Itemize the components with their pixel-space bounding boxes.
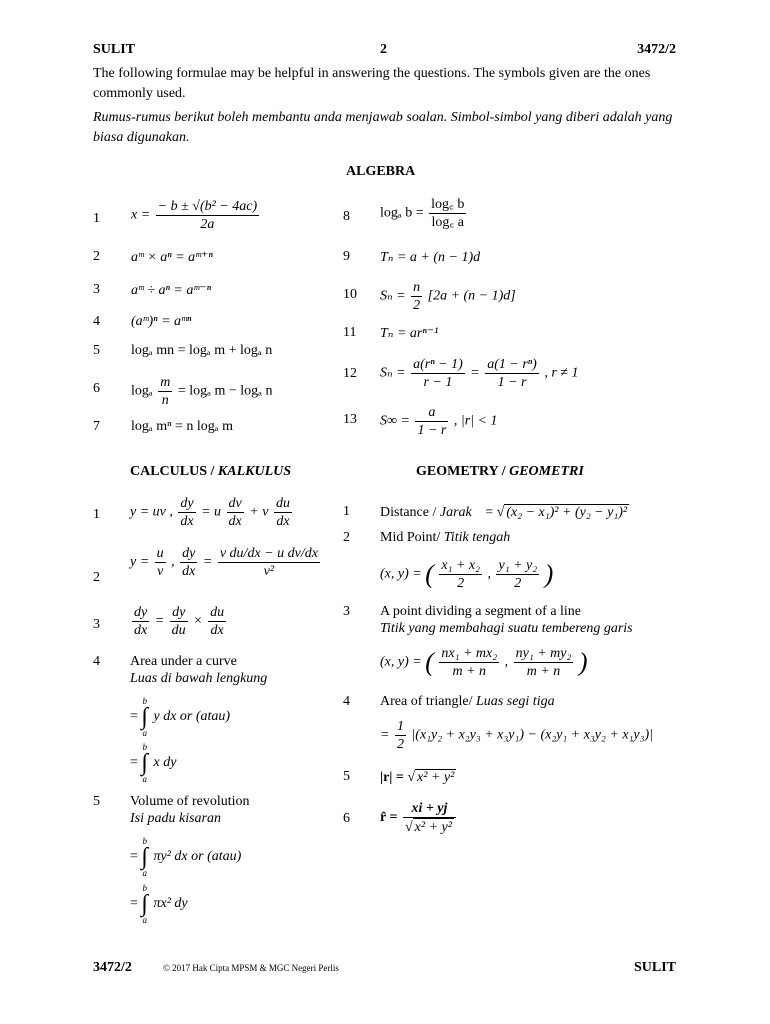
geometry-number: 2 (343, 530, 350, 545)
algebra-number: 11 (343, 325, 357, 340)
algebra-number: 12 (343, 366, 357, 381)
geometry-heading: GEOMETRY / GEOMETRI (416, 464, 584, 479)
formula-unit-vector: r̂ = $\frac{xi + yj}{\text{√ x² + y²}}$ (380, 800, 458, 836)
formula-gp-infinity: S∞ = $\frac{a}{1 - r}$ , |r| < 1 (380, 405, 498, 438)
volume-revolution-label: Volume of revolution (130, 794, 250, 809)
formula-log-quotient: logₐ $\frac{m}{n}$ = logₐ m − logₐ n (131, 375, 273, 408)
footer-copyright: © 2017 Hak Cipta MPSM & MGC Negeri Perlis (163, 963, 339, 973)
calculus-number: 4 (93, 654, 100, 669)
formula-log-product: logₐ mn = logₐ m + logₐ n (131, 343, 273, 358)
formula-index-power: (aᵐ)ⁿ = aᵐⁿ (131, 314, 192, 329)
calculus-number: 3 (93, 617, 100, 632)
square-root-icon: √ (496, 505, 505, 520)
geometry-number: 1 (343, 504, 350, 519)
footer-paper-code: 3472/2 (93, 960, 132, 975)
formula-area-y: = b ∫ a y dx or (atau) (130, 696, 231, 738)
intro-malay: Rumus-rumus berikut boleh membantu anda menjawab soalan. Simbol-simbol yang diberi adalah yang biasa digunakan. (93, 110, 673, 145)
algebra-number: 1 (93, 211, 100, 226)
square-root-icon: √ (407, 770, 416, 785)
area-under-curve-label: Area under a curve (130, 654, 237, 669)
algebra-number: 13 (343, 412, 357, 427)
intro-english: The following formulae may be helpful in answering the questions. The symbols given are the ones commonly used. (93, 66, 651, 101)
calculus-number: 5 (93, 794, 100, 809)
formula-index-divide: aᵐ ÷ aⁿ = aᵐ⁻ⁿ (131, 283, 212, 298)
calculus-number: 1 (93, 507, 100, 522)
page-number: 2 (380, 42, 387, 57)
formula-area-x: = b ∫ a x dy (130, 742, 177, 784)
algebra-heading: ALGEBRA (346, 164, 416, 179)
dividing-point-label-malay: Titik yang membahagi suatu tembereng garis (380, 621, 633, 636)
triangle-area-label: Area of triangle/ Luas segi tiga (380, 694, 555, 709)
geometry-number: 5 (343, 769, 350, 784)
formula-quadratic: x = $\frac{\text{− b ± √(b² − 4ac)}}{2a}$ (131, 199, 258, 232)
dividing-point-label: A point dividing a segment of a line (380, 604, 582, 619)
formula-dividing-point: (x, y) = ( $\frac{\text{nx₁ + mx₂}}{m + n}$ , $\frac{\text{ny₁ + my₂}}{m + n}$ ) (380, 646, 588, 679)
formula-volume-y: = b ∫ a πy² dx or (atau) (130, 836, 242, 878)
formula-vector-magnitude: |r| = √ x² + y² (380, 770, 455, 785)
algebra-number: 2 (93, 249, 100, 264)
algebra-number: 10 (343, 287, 357, 302)
formula-distance: Distance / Jarak = √ (x₂ − x₁)² + (y₂ − y₁)² (380, 505, 628, 520)
algebra-number: 7 (93, 419, 100, 434)
algebra-number: 4 (93, 314, 100, 329)
area-under-curve-label-malay: Luas di bawah lengkung (130, 671, 268, 686)
algebra-number: 3 (93, 282, 100, 297)
formula-volume-x: = b ∫ a πx² dy (130, 883, 188, 925)
geometry-number: 3 (343, 604, 350, 619)
algebra-number: 6 (93, 381, 100, 396)
volume-revolution-label-malay: Isi padu kisaran (130, 811, 221, 826)
header-sulit: SULIT (93, 42, 136, 57)
footer-sulit: SULIT (633, 960, 676, 975)
algebra-number: 9 (343, 249, 350, 264)
geometry-number: 4 (343, 694, 350, 709)
algebra-number: 8 (343, 209, 350, 224)
formula-quotient-rule: y = $\frac{u}{v}$ , $\frac{dy}{dx}$ = $\frac{\text{v du/dx − u dv/dx}}{\text{v²}}$ (130, 546, 318, 579)
formula-chain-rule: $\frac{dy}{dx}$ = $\frac{dy}{du}$ × $\frac{du}{dx}$ (134, 605, 225, 638)
paper-code: 3472/2 (637, 42, 676, 57)
formula-gp-term: Tₙ = arⁿ⁻¹ (380, 326, 439, 341)
formula-product-rule: y = uv , $\frac{dy}{dx}$ = u $\frac{dv}{dx}$ + v $\frac{du}{dx}$ (130, 496, 290, 529)
geometry-number: 6 (343, 811, 350, 826)
formula-triangle-area: = $\frac{1}{2}$ |(x₁y₂ + x₂y₃ + x₃y₁) − (x₂y₁ + x₃y₂ + x₁y₃)| (380, 719, 654, 752)
formula-ap-term: Tₙ = a + (n − 1)d (380, 250, 481, 265)
formula-change-base: logₐ b = $\frac{\log꜀ b}{\log꜀ a}$ (380, 197, 465, 230)
formula-ap-sum: Sₙ = $\frac{n}{2}$ [2a + (n − 1)d] (380, 280, 516, 313)
calculus-heading: CALCULUS / KALKULUS (130, 464, 292, 479)
calculus-number: 2 (93, 570, 100, 585)
midpoint-label: Mid Point/ Titik tengah (380, 530, 511, 545)
formula-midpoint: (x, y) = ( $\frac{\text{x₁ + x₂}}{2}$ , $\frac{\text{y₁ + y₂}}{2}$ ) (380, 558, 554, 591)
algebra-number: 5 (93, 343, 100, 358)
square-root-icon: √ (404, 820, 413, 835)
formula-log-power: logₐ mⁿ = n logₐ m (131, 419, 234, 434)
formula-gp-sum: Sₙ = $\frac{\text{a(rⁿ − 1)}}{r - 1}$ = $\frac{\text{a(1 − rⁿ)}}{1 - r}$ , r ≠ 1 (380, 357, 579, 390)
formula-index-multiply: aᵐ × aⁿ = aᵐ⁺ⁿ (131, 250, 213, 265)
